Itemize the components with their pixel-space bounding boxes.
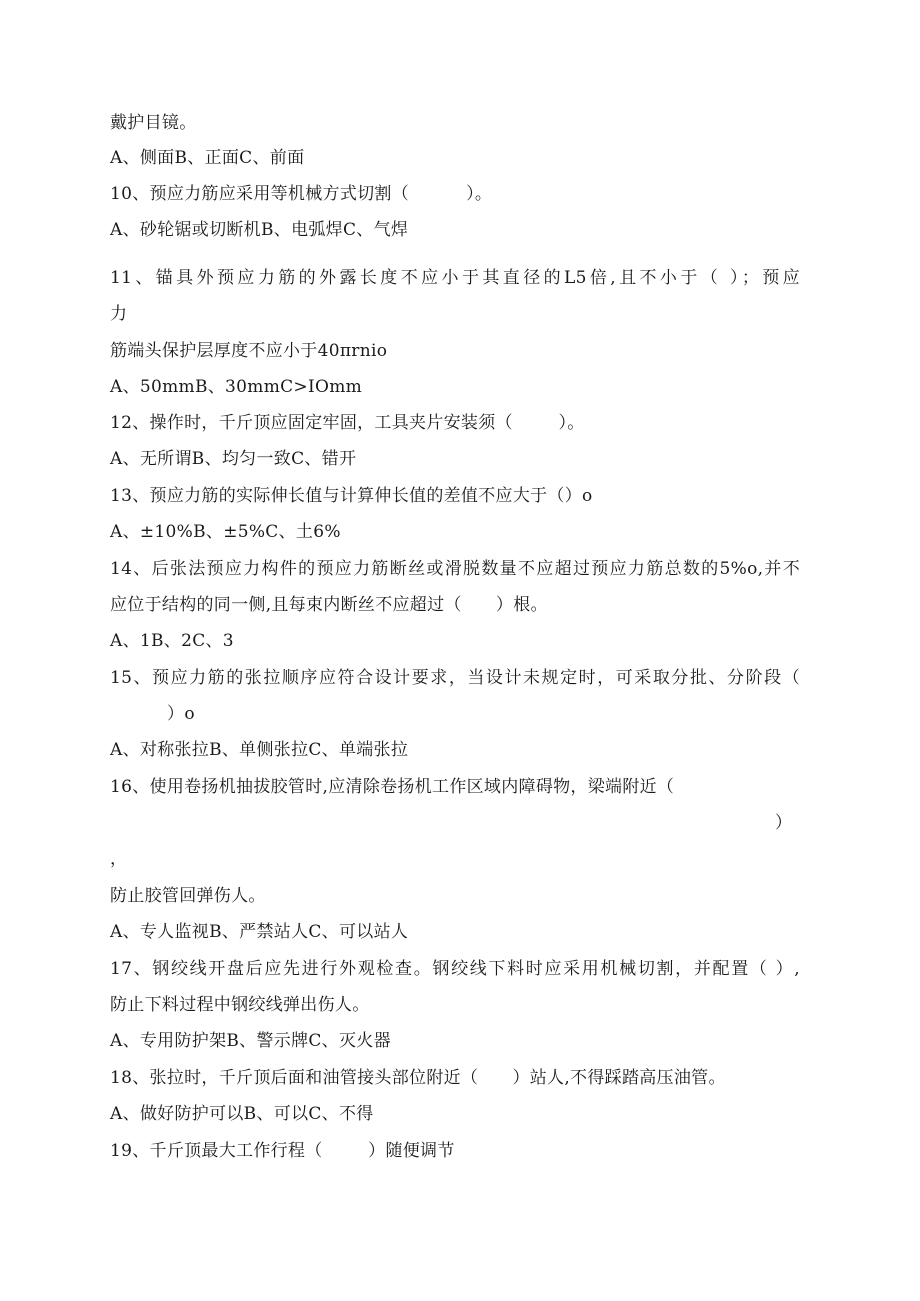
question-13: 13、预应力筋的实际伸长值与计算伸长值的差值不应大于（）o (110, 486, 593, 506)
question-15-continued: ）o (110, 704, 195, 724)
question-11-continued: 力 (110, 304, 128, 324)
question-15: 15、预应力筋的张拉顺序应符合设计要求，当设计未规定时，可采取分批、分阶段（ (110, 668, 800, 688)
options-q16: A、专人监视B、严禁站人C、可以站人 (110, 922, 409, 942)
question-14: 14、后张法预应力构件的预应力筋断丝或滑脱数量不应超过预应力筋总数的5%o,并不 (110, 559, 800, 579)
question-16-continued: 防止胶管回弹伤人。 (110, 886, 266, 906)
options-q14: A、1B、2C、3 (110, 631, 234, 651)
options-q10: A、砂轮锯或切断机B、电弧焊C、气焊 (110, 220, 409, 240)
question-17: 17、钢绞线开盘后应先进行外观检查。钢绞线下料时应采用机械切割，并配置（ ）, (110, 959, 800, 979)
options-q18: A、做好防护可以B、可以C、不得 (110, 1104, 374, 1124)
question-16-paren: ） (775, 813, 793, 833)
question-16: 16、使用卷扬机抽拔胶管时,应清除卷扬机工作区域内障碍物，梁端附近（ (110, 777, 675, 797)
options-q17: A、专用防护架B、警示牌C、灭火器 (110, 1031, 391, 1051)
question-11: 11、锚具外预应力筋的外露长度不应小于其直径的L5倍,且不小于（ ）；预应 (110, 268, 800, 288)
question-17-continued: 防止下料过程中钢绞线弹出伤人。 (110, 995, 370, 1015)
question-10: 10、预应力筋应采用等机械方式切割（ ）。 (110, 184, 493, 204)
options-q15: A、对称张拉B、单侧张拉C、单端张拉 (110, 740, 409, 760)
question-18: 18、张拉时，千斤顶后面和油管接头部位附近（ ）站人,不得踩踏高压油管。 (110, 1068, 726, 1088)
question-14-continued: 应位于结构的同一侧,且每束内断丝不应超过（ ）根。 (110, 595, 548, 615)
options-q9: A、侧面B、正面C、前面 (110, 148, 305, 168)
question-19: 19、千斤顶最大工作行程（ ）随便调节 (110, 1141, 455, 1161)
options-q13: A、±10%B、±5%C、土6% (110, 522, 341, 542)
text-line-eye-protection: 戴护目镜。 (110, 113, 197, 133)
options-q11: A、50mmB、30mmC>IOmm (110, 377, 363, 397)
question-16-comma: ， (110, 849, 128, 869)
question-11-continued-2: 筋端头保护层厚度不应小于40πrnio (110, 341, 388, 361)
question-12: 12、操作时，千斤顶应固定牢固，工具夹片安装须（ ）。 (110, 413, 585, 433)
options-q12: A、无所谓B、均匀一致C、错开 (110, 449, 357, 469)
